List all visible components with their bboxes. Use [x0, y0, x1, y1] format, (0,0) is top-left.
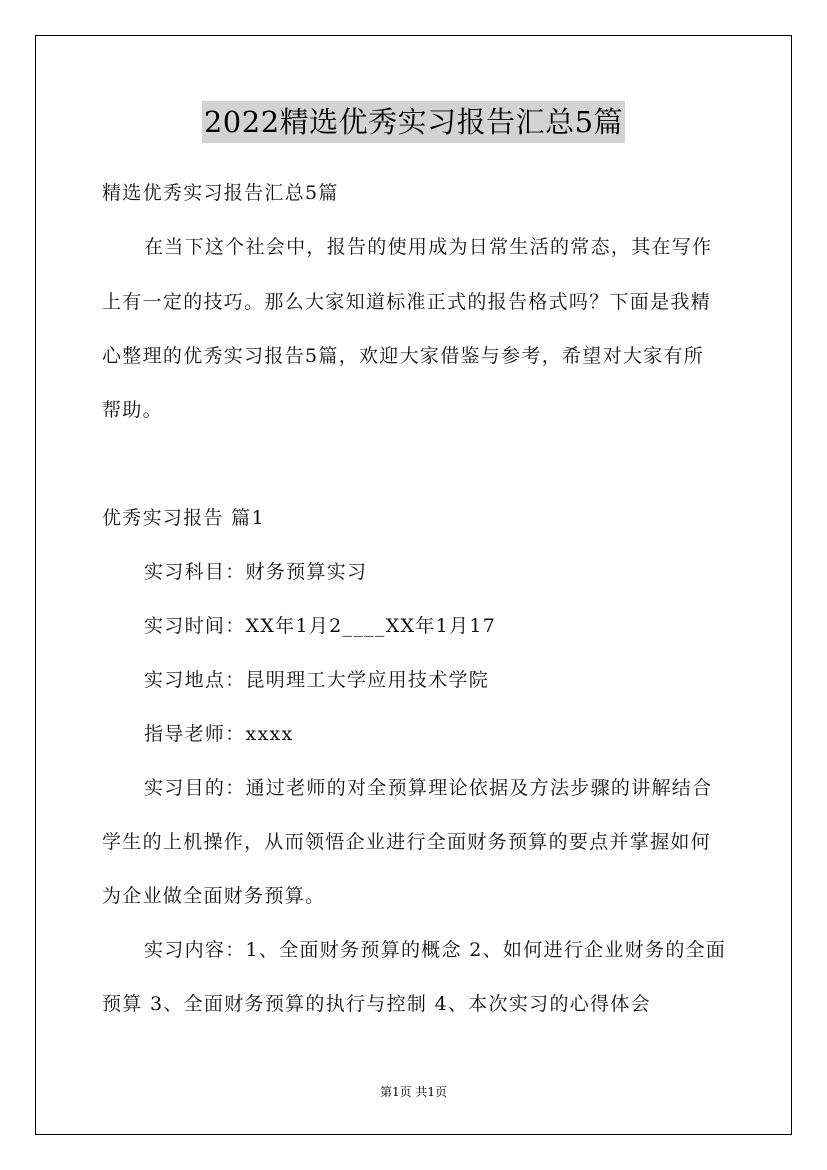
content-line-2: 预算 3、全面财务预算的执行与控制 4、本次实习的心得体会 [102, 993, 651, 1015]
field-subject: 实习科目：财务预算实习 [144, 561, 368, 583]
title-container [0, 101, 827, 143]
intro-line-1: 在当下这个社会中，报告的使用成为日常生活的常态，其在写作 [144, 236, 713, 258]
purpose-line-3: 为企业做全面财务预算。 [102, 885, 326, 907]
field-time: 实习时间：XX年1月2____XX年1月17 [144, 615, 497, 637]
content-line-1: 实习内容：1、全面财务预算的概念 2、如何进行企业财务的全面 [144, 939, 727, 961]
purpose-line-1: 实习目的：通过老师的对全预算理论依据及方法步骤的讲解结合 [144, 777, 713, 799]
intro-line-2: 上有一定的技巧。那么大家知道标准正式的报告格式吗？下面是我精 [102, 291, 712, 313]
field-teacher: 指导老师：xxxx [144, 723, 294, 745]
intro-line-3: 心整理的优秀实习报告5篇，欢迎大家借鉴与参考，希望对大家有所 [102, 345, 705, 367]
section-heading: 优秀实习报告 篇1 [102, 507, 265, 529]
document-title: 2022精选优秀实习报告汇总5篇 [202, 101, 625, 143]
document-subtitle: 精选优秀实习报告汇总5篇 [102, 182, 339, 204]
page-footer: 第1页 共1页 [379, 1085, 448, 1099]
purpose-line-2: 学生的上机操作，从而领悟企业进行全面财务预算的要点并掌握如何 [102, 831, 712, 853]
field-place: 实习地点：昆明理工大学应用技术学院 [144, 669, 490, 691]
intro-line-4: 帮助。 [102, 399, 163, 421]
